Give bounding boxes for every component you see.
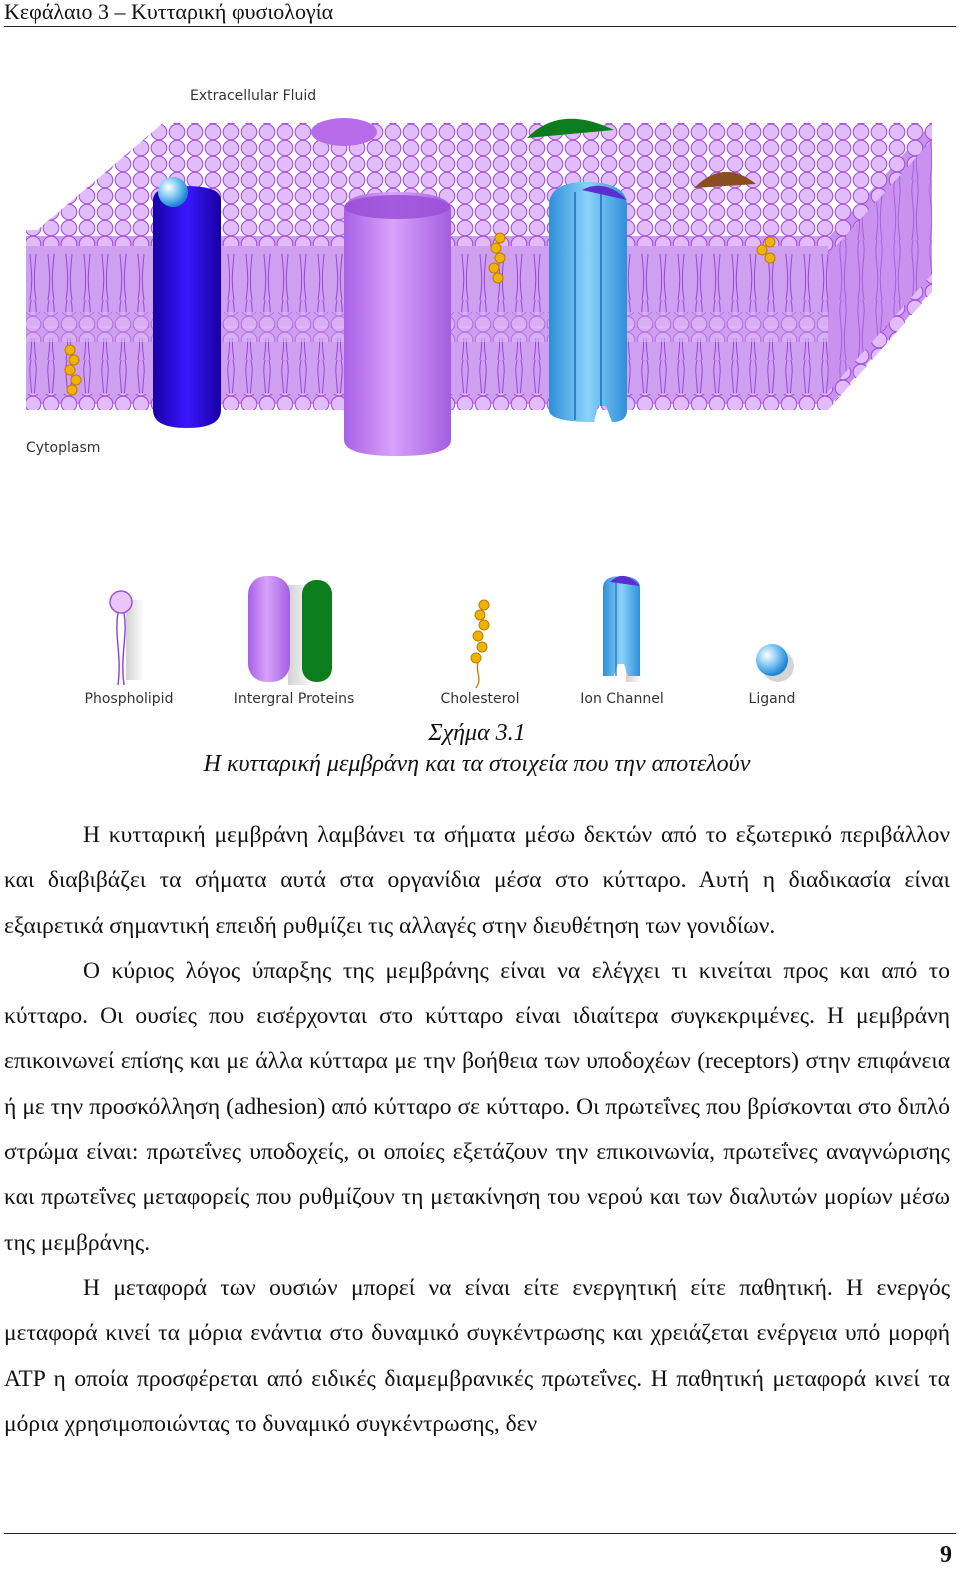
page-number: 9 [940, 1542, 952, 1568]
footer-divider [4, 1533, 956, 1534]
surface-protein-purple [311, 118, 377, 146]
receptor-protein [153, 177, 221, 428]
paragraph-1: Η κυτταρική μεμβράνη λαμβάνει τα σήματα μέσω δεκτών από το εξωτερικό περιβάλλον και διαβιβάζει τα σήματα αυτά στα οργανίδια μέσα στο κύτταρο. Αυτή η διαδικασία είναι εξαιρετικά σημαντική επειδή ρυθμίζει τις αλλαγές στην διευθέτηση των γονιδίων. [4, 822, 950, 939]
body-text [4, 813, 950, 1447]
legend-label-ligand: Ligand [748, 691, 796, 707]
page-header [4, 0, 956, 27]
ligand-icon [756, 644, 794, 682]
ion-channel-icon [603, 576, 642, 682]
legend-label-phospholipid: Phospholipid [84, 691, 174, 707]
legend-label-cholesterol: Cholesterol [440, 691, 520, 707]
cytoplasm-label: Cytoplasm [26, 440, 101, 456]
extracellular-label: Extracellular Fluid [190, 88, 317, 104]
phospholipid-icon [110, 591, 144, 685]
integral-protein-large [344, 192, 451, 456]
chapter-title: Κεφάλαιο 3 – Κυτταρική φυσιολογία [4, 0, 334, 24]
legend-label-ion-channel: Ion Channel [580, 691, 664, 707]
ligand-bound [158, 177, 188, 207]
paragraph-3: Η μεταφορά των ουσιών μπορεί να είναι είτε ενεργητική είτε παθητική. Η ενεργός μεταφορά κινεί τα μόρια ενάντια στο δυναμικό συγκέντρωσης και χρειάζεται ενέργεια υπό μορφή ATP η οποία προσφέρεται από ειδικές διαμεμβρανικές πρωτεΐνες. Η παθητική μεταφορά κινεί τα μόρια χρησιμοποιώντας το δυναμικό συγκέντρωσης, δεν [4, 1274, 950, 1437]
cell-membrane-figure [0, 60, 960, 725]
figure-number: Σχήμα 3.1 [428, 720, 526, 746]
legend [85, 576, 796, 707]
cholesterol-icon [471, 600, 489, 688]
ion-channel-protein [549, 182, 627, 422]
figure-caption: Η κυτταρική μεμβράνη και τα στοιχεία που την αποτελούν [203, 751, 751, 777]
integral-proteins-icon [248, 576, 332, 685]
paragraph-2: Ο κύριος λόγος ύπαρξης της μεμβράνης είναι να ελέγχει τι κινείται προς και από το κύτταρο. Οι ουσίες που εισέρχονται στο κύτταρο είναι ιδιαίτερα συγκεκριμένες. Η μεμβράνη επικοινωνεί επίσης και με άλλα κύτταρα με την βοήθεια των υποδοχέων (receptors) στην επιφάνεια ή με την προσκόλληση (adhesion) από κύτταρο σε κύτταρο. Οι πρωτεΐνες που βρίσκονται στο διπλό στρώμα είναι: πρωτεΐνες υποδοχείς, οι οποίες εξετάζουν την επικοινωνία, πρωτεΐνες αναγνώρισης και πρωτεΐνες μεταφορείς που ρυθμίζουν τη μετακίνηση του νερού και των διαλυτών μορίων μέσω της μεμβράνης. [4, 957, 950, 1256]
legend-label-integral-proteins: Intergral Proteins [233, 691, 355, 707]
